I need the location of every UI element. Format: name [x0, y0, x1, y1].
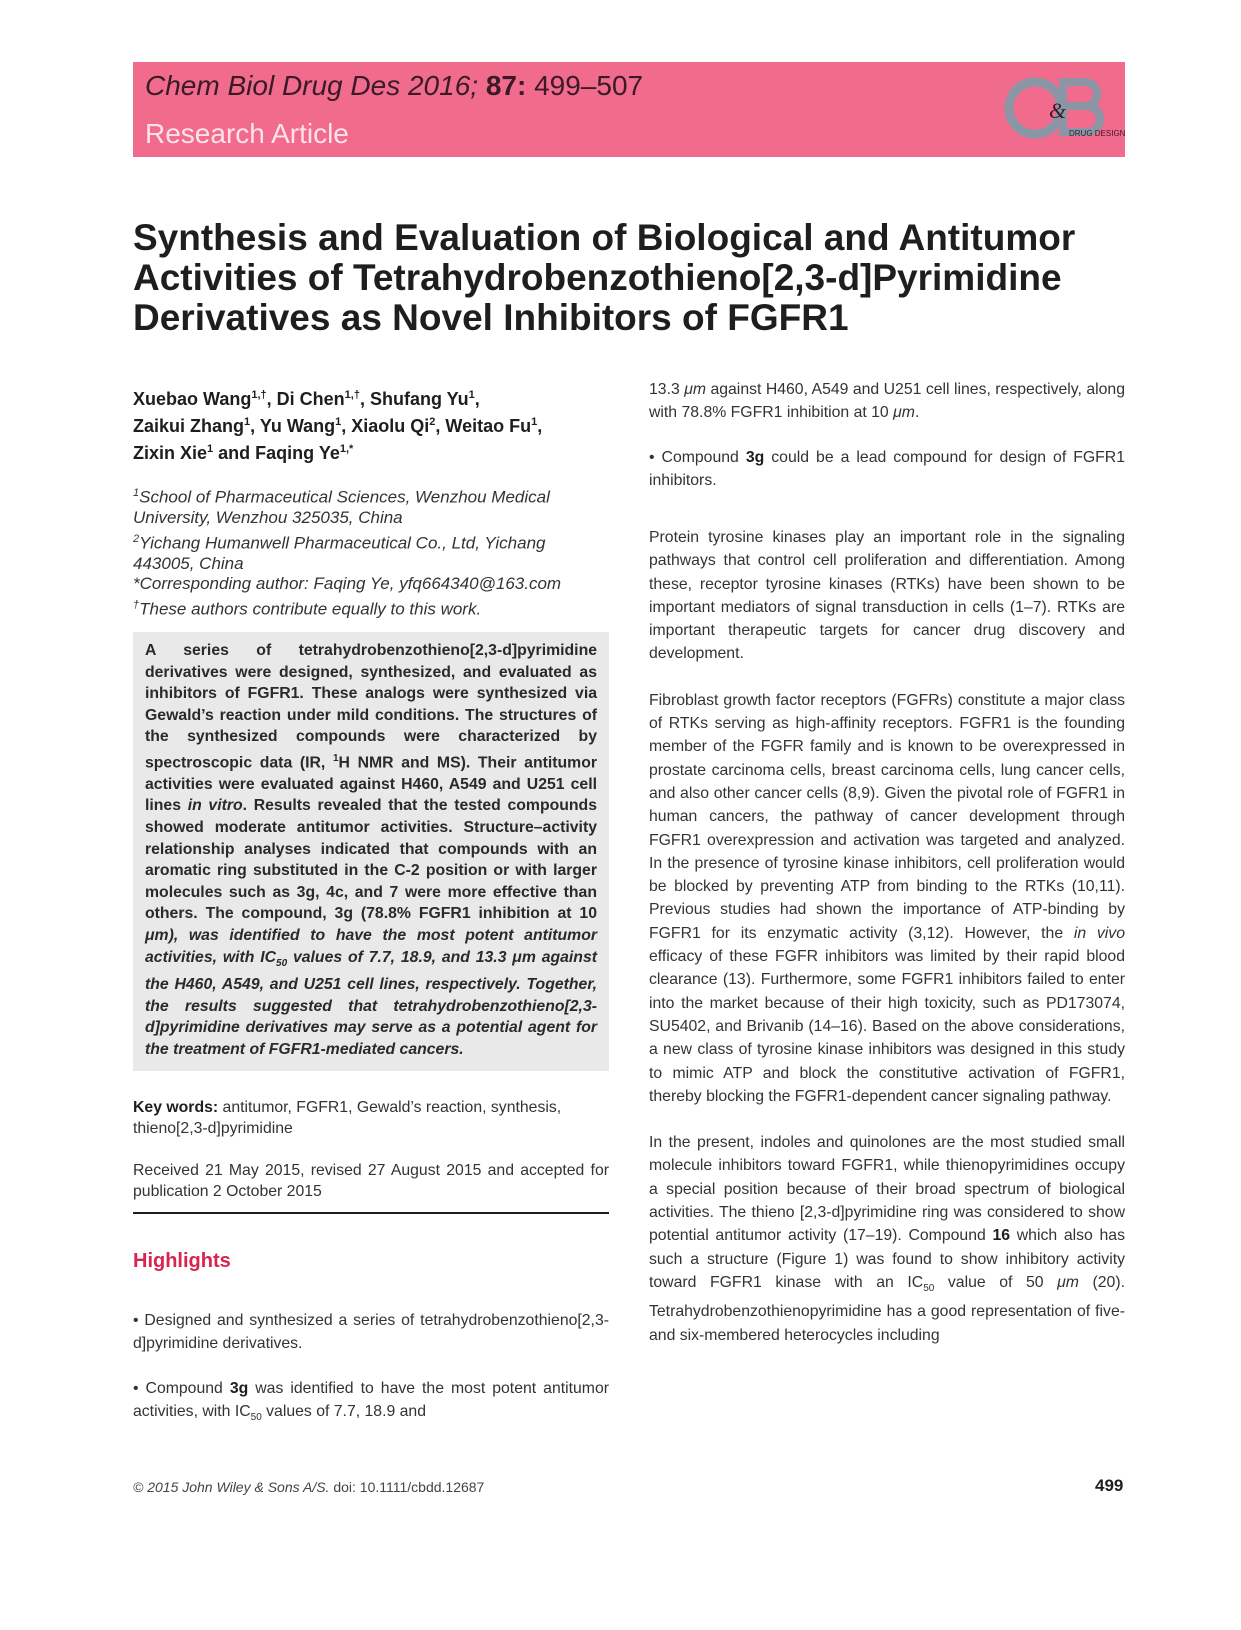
abstract: A series of tetrahydrobenzothieno[2,3-d]pyrimidine derivatives were designed, synthesized, and evaluated as inhibitors of FGFR1. These analogs were synthesized via Gewald’s reaction under mild conditions. The structures of the synthesized compounds were characterized by spectroscopic data (IR, $^1$H NMR and MS). Their antitumor activities were evaluated against H460, A549 and U251 cell lines in vitro. Results revealed that the tested compounds showed moderate antitumor activities. Structure–activity relationship analyses indicated that compounds with an aromatic ring substituted in the C-2 position or with larger molecules such as 3g, 4c, and 7 were more effective than others. The compound, 3g (78.8% FGFR1 inhibition at 10 μm), was identified to have the most potent antitumor activities, with $IC_{50}$ values of 7.7, 18.9, and 13.3 μm against the H460, A549, and U251 cell lines, respectively. Together, the results suggested that tetrahydrobenzothieno[2,3-d]pyrimidine derivatives may serve as a potential agent for the treatment of FGFR1-mediated cancers. [133, 632, 609, 1071]
author-line: Zaikui Zhang$^1$, Yu Wang$^1$, Xiaolu Qi$^2$, Weitao Fu$^1$, [133, 416, 543, 436]
right-column [649, 381, 1125, 1347]
keywords: Key words: antitumor, FGFR1, Gewald’s reaction, synthesis, thieno[2,3-d]pyrimidine [133, 1098, 562, 1138]
highlight-item: • Compound 3g was identified to have the most potent antitumor activities, with $IC_{50}$ values of 7.7, 18.9 and [133, 1379, 610, 1423]
received-dates: Received 21 May 2015, revised 27 August 2015 and accepted for publication 2 October 2015 [133, 1160, 609, 1214]
journal-citation: Chem Biol Drug Des 2016; 87: 499–507 [145, 70, 644, 101]
affiliations [133, 483, 609, 620]
svg-text:DRUG DESIGN: DRUG DESIGN [1069, 129, 1126, 138]
journal-name: Chem Biol Drug Des 2016 [145, 70, 471, 101]
journal-banner [133, 62, 1125, 157]
page-number: 499 [1095, 1476, 1124, 1495]
article-title [133, 218, 1133, 338]
equal-contribution-note: †These authors contribute equally to this work. [133, 598, 482, 619]
highlight-item-continued: 13.3 μm against H460, A549 and U251 cell lines, respectively, along with 78.8% FGFR1 inhibition at 10 μm. [649, 381, 1125, 421]
journal-pages: 499–507 [526, 70, 644, 101]
title-line: Activities of Tetrahydrobenzothieno[2,3-d]Pyrimidine [133, 257, 1062, 298]
footer-copyright: © 2015 John Wiley & Sons A/S. doi: 10.1111/cbdd.12687 [133, 1479, 485, 1495]
body-paragraph: In the present, indoles and quinolones are the most studied small molecule inhibitors toward FGFR1, while thienopyrimidines occupy a special position because of their broad spectrum of biological activities. The thieno [2,3-d]pyrimidine ring was considered to show potential antitumor activity (17–19). Compound 16 which also has such a structure (Figure 1) was found to show inhibitory activity toward FGFR1 kinase with an $IC_{50}$ value of 50 μm (20). Tetrahydrobenzothienopyrimidine has a good representation of five- and six-membered heterocycles including [649, 1134, 1125, 1344]
title-line: Derivatives as Novel Inhibitors of FGFR1 [133, 297, 849, 338]
title-line: Synthesis and Evaluation of Biological and Antitumor [133, 217, 1076, 258]
journal-volume: 87: [485, 70, 527, 101]
doi: doi: 10.1111/cbdd.12687 [329, 1479, 485, 1495]
author-line: Zixin Xie$^1$ and Faqing $Ye^{1,*}$ [133, 443, 354, 463]
left-column [133, 384, 609, 1429]
affiliation-1: $^1$School of Pharmaceutical Sciences, Wenzhou Medical University, Wenzhou 325035, China [133, 487, 550, 528]
body-paragraph: Protein tyrosine kinases play an important role in the signaling pathways that control cell proliferation and differentiation. Among these, receptor tyrosine kinases (RTKs) have been shown to be important mediators of signal transduction in cells (1–7). RTKs are important therapeutic targets for cancer drug discovery and development. [649, 529, 1125, 663]
highlights-heading: Highlights [133, 1249, 231, 1272]
highlight-item: • Compound 3g could be a lead compound for design of FGFR1 inhibitors. [649, 449, 1125, 489]
highlight-item: • Designed and synthesized a series of tetrahydrobenzothieno[2,3-d]pyrimidine derivatives. [133, 1311, 609, 1352]
author-line: Xuebao Wang$^{1,\dagger}$, Di Chen$^{1,\dagger}$, Shufang Yu$^1$, [133, 389, 480, 409]
affiliation-2: $^2$Yichang Humanwell Pharmaceutical Co., Ltd, Yichang 443005, China [133, 532, 546, 573]
author-list [133, 384, 609, 465]
corresponding-author: *Corresponding author: Faqing Ye, yfq664340@163.com [133, 574, 562, 594]
journal-logo-icon [1005, 70, 1126, 150]
article-type: Research Article [145, 118, 349, 149]
svg-text:&: & [1049, 98, 1067, 123]
body-paragraph: Fibroblast growth factor receptors (FGFRs) constitute a major class of RTKs serving as high-affinity receptors. FGFR1 is the founding member of the FGFR family and is known to be overexpressed in prostate carcinoma cells, breast carcinoma cells, lung cancer cells, and also other cancer cells (8,9). Given the pivotal role of FGFR1 in human cancers, the pathway of cancer development through FGFR1 overexpression and activation was targeted and analyzed. In the presence of tyrosine kinase inhibitors, cell proliferation would be blocked by preventing ATP from binding to the RTKs (10,11). Previous studies had shown the importance of ATP-binding by FGFR1 for its enzymatic activity (3,12). However, the in vivo efficacy of these FGFR inhibitors was limited by their rapid blood clearance (13). Furthermore, some FGFR1 inhibitors failed to enter into the market because of their high toxicity, such as PD173074, SU5402, and Brivanib (14–16). Based on the above considerations, a new class of tyrosine kinase inhibitors was designed in this study to mimic ATP and block the constitutive activation of FGFR1, thereby blocking the FGFR1-dependent cancer signaling pathway. [649, 691, 1125, 1105]
